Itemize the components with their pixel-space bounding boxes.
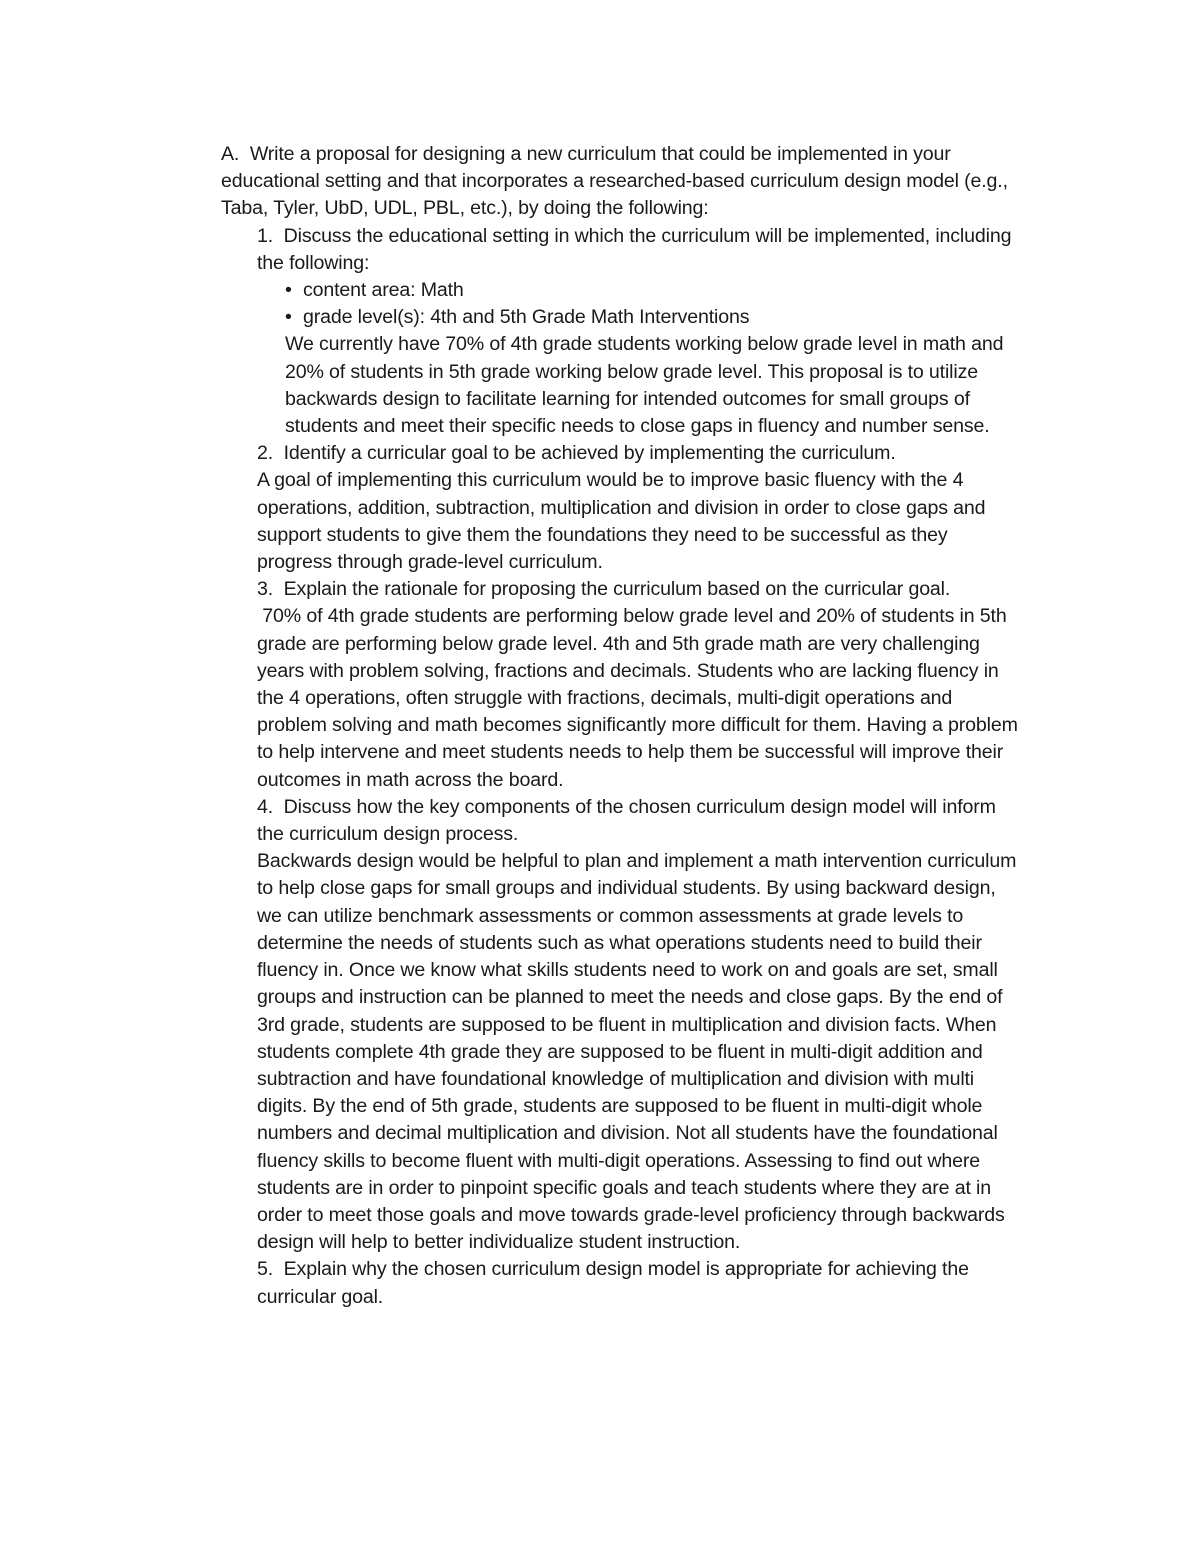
- bullet-content-area: [221, 277, 1021, 304]
- item-5-prompt: Explain why the chosen curriculum design model is appropriate for achieving the curricular goal.: [257, 1258, 969, 1308]
- document-body: [221, 141, 1024, 1311]
- bullet-content-area-text: content area: Math: [303, 279, 464, 302]
- section-a-paragraph: [221, 141, 1021, 223]
- item-4-number: 4.: [257, 795, 274, 818]
- item-3-prompt: Explain the rationale for proposing the curriculum based on the curricular goal.: [283, 578, 951, 601]
- item-4-prompt: Discuss how the key components of the chosen curriculum design model will inform the curriculum design process.: [257, 795, 996, 846]
- item-1-number: 1.: [257, 224, 274, 247]
- item-3-number: 3.: [257, 578, 274, 601]
- bullet-glyph: •: [285, 306, 292, 329]
- item-1-prompt: Discuss the educational setting in which the curriculum will be implemented, including the following:: [257, 224, 1012, 274]
- item-2-answer: A goal of implementing this curriculum would be to improve basic fluency with the 4 operations, addition, subtraction, multiplication and division in order to close gaps and support students to give them the foundations they need to be successful as they progress through grade-level curriculum.: [257, 469, 986, 574]
- item-5-prompt-paragraph: [221, 1256, 1021, 1310]
- item-5-number: 5.: [257, 1258, 274, 1281]
- item-3-answer: 70% of 4th grade students are performing below grade level and 20% of students in 5th grade are performing below grade level. 4th and 5th grade math are very challenging years with problem solving, fractions and decimals. Students who are lacking fluency in the 4 operations, often struggle with fractions, decimals, multi-digit operations and problem solving and math becomes significantly more difficult for them. Having a problem to help intervene and meet students needs to help them be successful will improve their outcomes in math across the board.: [257, 605, 1024, 791]
- bullet-glyph: •: [285, 279, 292, 302]
- item-1-answer: We currently have 70% of 4th grade students working below grade level in math and 20% of students in 5th grade working below grade level. This proposal is to utilize backwards design to facilitate learning for intended outcomes for small groups of students and meet their specific needs to close gaps in fluency and number sense.: [285, 333, 1004, 438]
- item-1-prompt-paragraph: [221, 223, 1021, 277]
- item-2-prompt: Identify a curricular goal to be achieved by implementing the curriculum.: [283, 442, 896, 465]
- section-a-label: A.: [221, 143, 240, 165]
- item-2-number: 2.: [257, 442, 274, 465]
- item-2-prompt-paragraph: [221, 440, 1021, 467]
- item-3-prompt-paragraph: [221, 576, 1021, 603]
- bullet-grade-level-text: grade level(s): 4th and 5th Grade Math Interventions: [303, 306, 750, 329]
- bullet-grade-level: [221, 304, 1021, 331]
- item-4-answer: Backwards design would be helpful to plan and implement a math intervention curriculum to help close gaps for small groups and individual students. By using backward design, we can utilize benchmark assessments or common assessments at grade levels to determine the needs of students such as what operations students need to build their fluency in. Once we know what skills students need to work on and goals are set, small groups and instruction can be planned to meet the needs and close gaps. By the end of 3rd grade, students are supposed to be fluent in multiplication and division facts. When students complete 4th grade they are supposed to be fluent in multi-digit addition and subtraction and have foundational knowledge of multiplication and division with multi digits. By the end of 5th grade, students are supposed to be fluent in multi-digit whole numbers and decimal multiplication and division. Not all students have the foundational fluency skills to become fluent with multi-digit operations. Assessing to find out where students are in order to pinpoint specific goals and teach students where they are at in order to meet those goals and move towards grade-level proficiency through backwards design will help to better individualize student instruction.: [257, 850, 1017, 1254]
- item-4-prompt-paragraph: [221, 794, 1021, 848]
- section-a-text: Write a proposal for designing a new curriculum that could be implemented in your educational setting and that incorporates a researched-based curriculum design model (e.g., Taba, Tyler, UbD, UDL, PBL, etc.), by doing the following:: [221, 143, 1008, 220]
